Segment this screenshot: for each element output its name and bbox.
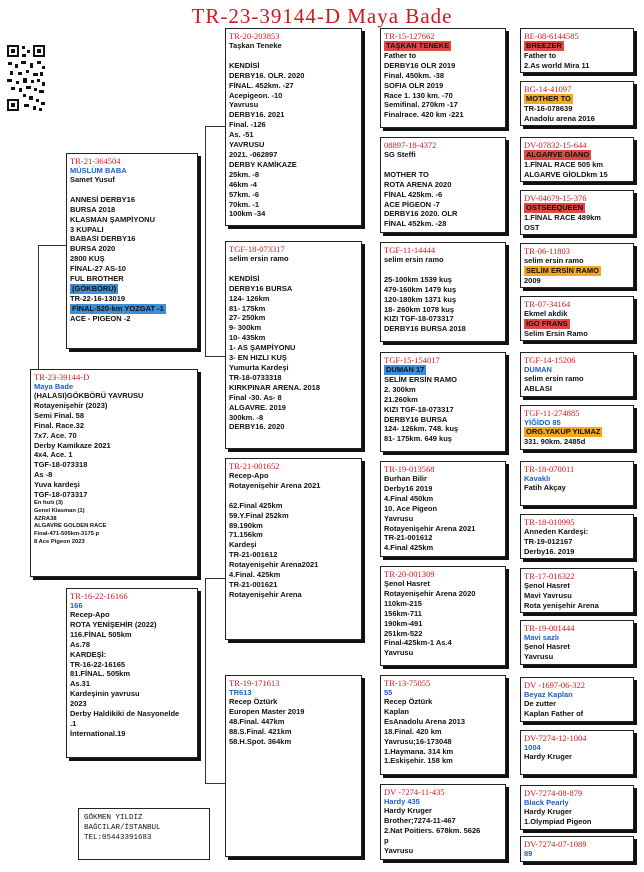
dam-line: ROTA YENİŞEHİR (2022) bbox=[70, 619, 157, 629]
ancestor-line: ALGARVE GİOLDkm 15 bbox=[524, 169, 608, 179]
pigeon-line: Final. Race.32 bbox=[34, 420, 85, 430]
ancestor-card bbox=[520, 190, 634, 235]
ancestor-name: Beyaz Kaplan bbox=[524, 690, 573, 699]
grandparent-line: ALGAVRE. 2019 bbox=[229, 402, 286, 412]
great-grandparent-line: Derby16 2019 bbox=[384, 483, 433, 493]
grandparent-line: Final -30. As- 8 bbox=[229, 392, 282, 402]
great-grandparent-ring: TR-15-127662 bbox=[384, 31, 435, 41]
great-grandparent-card bbox=[380, 28, 506, 128]
ancestor-line: Hardy Kruger bbox=[524, 807, 572, 816]
connector-line bbox=[205, 578, 225, 579]
ancestor-line: 2.As world Mira 11 bbox=[524, 60, 590, 70]
great-grandparent-line: 1.Haymana. 314 km bbox=[384, 746, 454, 756]
ancestor-name: YİĞİDO 85 bbox=[524, 418, 561, 427]
ancestor-line: Rota yenişehir Arena bbox=[524, 600, 599, 610]
ancestor-line: Ekmel akdik bbox=[524, 309, 568, 318]
pigeon-line: Yuva kardeşi bbox=[34, 480, 80, 490]
grandparent-line: YAVRUSU bbox=[229, 140, 265, 150]
dam-line: 116.FİNAL 505km bbox=[70, 629, 132, 639]
great-grandparent-name: 55 bbox=[384, 688, 393, 697]
grandparent-line: 27- 250km bbox=[229, 313, 266, 323]
grandparent-line: 124- 126km bbox=[229, 293, 270, 303]
grandparent-line: Kardeşi bbox=[229, 540, 257, 550]
great-grandparent-line: EsAnadolu Arena 2013 bbox=[384, 716, 466, 726]
ancestor-line: selim ersin ramo bbox=[524, 256, 584, 265]
great-grandparent-line: 2. 300km bbox=[384, 384, 416, 394]
grandparent-line: 10- 435km bbox=[229, 333, 266, 343]
grandparent-line: 1- AS ŞAMPİYONU bbox=[229, 343, 296, 353]
ancestor-name: Mavi sazlı bbox=[524, 633, 560, 642]
great-grandparent-line: Father to bbox=[384, 50, 417, 60]
dam-line: İnternational.19 bbox=[70, 728, 126, 738]
ancestor-ring: DV-7274-12-1004 bbox=[524, 733, 587, 743]
grandparent-line: 100km -34 bbox=[229, 209, 266, 219]
ancestor-line: Yavrusu bbox=[524, 651, 554, 661]
great-grandparent-line: FİNAL 452km. -28 bbox=[384, 219, 447, 229]
grandparent-card bbox=[225, 458, 362, 640]
great-grandparent-highlight: TAŞKAN TENEKE bbox=[386, 41, 450, 50]
pigeon-line: AZRA38 bbox=[34, 515, 57, 522]
dam-line: As.78 bbox=[70, 639, 91, 649]
ancestor-card bbox=[520, 677, 634, 722]
grandparent-line bbox=[229, 264, 358, 274]
sire-line: TR-22-16-13019 bbox=[70, 293, 126, 303]
ancestor-line: Anneden Kardeşi: bbox=[524, 527, 589, 536]
pigeon-line: Final-471-505km-3175 p bbox=[34, 531, 100, 538]
great-grandparent-card bbox=[380, 242, 506, 342]
ancestor-line: selim ersin ramo bbox=[524, 374, 584, 383]
ancestor-highlight: SELİM ERSİN RAMO bbox=[526, 265, 599, 275]
ancestor-ring: TR-19-001444 bbox=[524, 623, 575, 633]
ancestor-name: 1004 bbox=[524, 743, 541, 752]
breeder-name: GÖKMEN YILDIZ bbox=[84, 814, 143, 822]
grandparent-line: Yavrusu bbox=[229, 100, 259, 110]
grandparent-line: 58.H.Spot. 364km bbox=[229, 736, 292, 746]
grandparent-line: TR-21-001612 bbox=[229, 550, 278, 560]
great-grandparent-line: 120-180km 1371 kuş bbox=[384, 294, 457, 304]
great-grandparent-line: Recep Öztürk bbox=[384, 697, 433, 706]
grandparent-line: Rotayenişehir Arena2021 bbox=[229, 560, 319, 570]
great-grandparent-line: Race 1. 130 km. -70 bbox=[384, 90, 453, 100]
grandparent-line: DERBY16 BURSA bbox=[229, 283, 293, 293]
grandparent-line: 59.Y.Final 252km bbox=[229, 510, 289, 520]
ancestor-ring: TGF-11-274885 bbox=[524, 408, 580, 418]
ancestor-ring: DV-7274-08-879 bbox=[524, 788, 583, 798]
great-grandparent-line: Yavrusu bbox=[384, 648, 414, 658]
grandparent-line: Rotayenişehir Arena 2021 bbox=[229, 480, 321, 490]
sire-card bbox=[66, 153, 198, 349]
great-grandparent-line: Yavrusu bbox=[384, 845, 414, 855]
sire-line: FİNAL-27 AS-10 bbox=[70, 264, 126, 274]
great-grandparent-card bbox=[380, 566, 506, 666]
page-title: TR-23-39144-D Maya Bade bbox=[191, 4, 453, 28]
grandparent-line: Yumurta Kardeşi bbox=[229, 362, 289, 372]
great-grandparent-ring: TR-19-013568 bbox=[384, 464, 435, 474]
grandparent-line: KENDİSİ bbox=[229, 273, 260, 283]
ancestor-highlight: ORG.YAKUP YILMAZ bbox=[526, 427, 601, 436]
ancestor-ring: TR-18-010995 bbox=[524, 517, 575, 527]
ancestor-card bbox=[520, 730, 634, 775]
ancestor-line: OST bbox=[524, 222, 540, 232]
pigeon-card bbox=[30, 369, 198, 577]
sire-line: 3 KUPALI bbox=[70, 224, 104, 234]
great-grandparent-line: selim ersin ramo bbox=[384, 255, 444, 264]
ancestor-card bbox=[520, 28, 634, 73]
dam-line: 2023 bbox=[70, 699, 87, 709]
pigeon-line: 7x7. Ace. 70 bbox=[34, 430, 77, 440]
great-grandparent-line: Rotayenişehir Arena 2021 bbox=[384, 523, 476, 533]
ancestor-card bbox=[520, 81, 634, 126]
grandparent-line: FİNAL. 452km. -27 bbox=[229, 80, 294, 90]
ancestor-ring: BG-14-41097 bbox=[524, 84, 572, 94]
ancestor-line: Selim Ersin Ramo bbox=[524, 328, 588, 338]
dam-line: KARDEŞİ: bbox=[70, 649, 107, 659]
grandparent-line: 48.Final. 447km bbox=[229, 716, 285, 726]
grandparent-ring: TR-19-171613 bbox=[229, 678, 280, 688]
great-grandparent-line: 2.Nat Poitiers. 678km. 5626 bbox=[384, 825, 481, 835]
great-grandparent-ring: TR-20-001309 bbox=[384, 569, 435, 579]
ancestor-name: 89 bbox=[524, 849, 533, 858]
sire-line: KLASMAN ŞAMPİYONU bbox=[70, 214, 156, 224]
sire-line: BURSA 2020 bbox=[70, 244, 116, 254]
ancestor-line: ABLASI bbox=[524, 383, 552, 393]
great-grandparent-card bbox=[380, 675, 506, 775]
sire-highlight: (GÖKBÖRÜ) bbox=[72, 283, 117, 293]
grandparent-line: Recep Öztürk bbox=[229, 697, 278, 706]
grandparent-line: 2021. -062897 bbox=[229, 149, 278, 159]
dam-line: As.31 bbox=[70, 679, 91, 689]
grandparent-line: KENDİSİ bbox=[229, 60, 260, 70]
great-grandparent-line: p bbox=[384, 835, 389, 845]
sire-line bbox=[70, 185, 194, 195]
great-grandparent-line: Yavrusu;16-173048 bbox=[384, 736, 452, 746]
great-grandparent-ring: TR-13-75055 bbox=[384, 678, 431, 688]
pigeon-ring: TR-23-39144-D bbox=[34, 372, 90, 382]
ancestor-line: TR-19-012167 bbox=[524, 536, 573, 546]
grandparent-line: TR-21-001621 bbox=[229, 579, 278, 589]
grandparent-line bbox=[229, 51, 358, 61]
grandparent-line: Recep-Apo bbox=[229, 471, 269, 480]
dam-line: Kardeşinin yavrusu bbox=[70, 689, 140, 699]
great-grandparent-line: Yavrusu bbox=[384, 513, 414, 523]
ancestor-card bbox=[520, 785, 634, 830]
great-grandparent-line: 190km-491 bbox=[384, 618, 423, 628]
great-grandparent-line: SOFIA OLR 2019 bbox=[384, 80, 444, 90]
sire-line: Samet Yusuf bbox=[70, 175, 115, 184]
ancestor-ring: DV -1697-06-322 bbox=[524, 680, 585, 690]
great-grandparent-line: SELİM ERSİN RAMO bbox=[384, 374, 457, 384]
great-grandparent-line: 4.Final 425km bbox=[384, 543, 434, 553]
great-grandparent-line: Burhan Bilir bbox=[384, 474, 427, 483]
great-grandparent-line: Semifinal. 270km -17 bbox=[384, 100, 458, 110]
great-grandparent-line: 124- 126km. 748. kuş bbox=[384, 424, 459, 434]
grandparent-card bbox=[225, 28, 362, 226]
great-grandparent-line: 21.260km bbox=[384, 394, 418, 404]
ancestor-ring: DV-7274-07-1089 bbox=[524, 839, 587, 849]
pigeon-line: TGF-18-073318 bbox=[34, 460, 88, 470]
ancestor-line: Şenol Hasret bbox=[524, 581, 570, 590]
ancestor-line: Derby16. 2019 bbox=[524, 546, 575, 556]
ancestor-line: 1.Olympiad Pigeon bbox=[524, 816, 592, 826]
ancestor-line: TR-16-078639 bbox=[524, 103, 573, 113]
ancestor-highlight: OSTSEEQUEEN bbox=[526, 203, 584, 212]
grandparent-line: 57km. -6 bbox=[229, 189, 260, 199]
great-grandparent-line: DERBY16 2020. OLR bbox=[384, 209, 458, 219]
ancestor-highlight: ALGARVE GİANO bbox=[526, 150, 590, 159]
great-grandparent-line: Şenol Hasret bbox=[384, 579, 430, 588]
grandparent-ring: TGF-18-073317 bbox=[229, 244, 285, 254]
ancestor-name: DUMAN bbox=[524, 365, 552, 374]
great-grandparent-line: 156km-711 bbox=[384, 608, 422, 618]
qr-code-icon bbox=[6, 44, 46, 112]
great-grandparent-line: 4.Final 450km bbox=[384, 493, 434, 503]
ancestor-name: Black Pearly bbox=[524, 798, 569, 807]
pigeon-line: 4x4. Ace. 1 bbox=[34, 450, 73, 460]
grandparent-line: 9- 300km bbox=[229, 323, 262, 333]
great-grandparent-line: Finalrace. 420 km -221 bbox=[384, 110, 464, 120]
ancestor-line: Şenol Hasret bbox=[524, 642, 570, 651]
ancestor-line: Anadolu arena 2016 bbox=[524, 113, 595, 123]
grandparent-ring: TR-20-203853 bbox=[229, 31, 280, 41]
great-grandparent-ring: TGF-15-154017 bbox=[384, 355, 440, 365]
ancestor-line: Father to bbox=[524, 50, 557, 60]
great-grandparent-ring: DV -7274-11-435 bbox=[384, 787, 445, 797]
grandparent-name: TR613 bbox=[229, 688, 252, 697]
breeder-phone: TEL:05443391683 bbox=[84, 834, 152, 842]
dam-ring: TR-16-22-16166 bbox=[70, 591, 128, 601]
connector-line bbox=[205, 783, 225, 784]
sire-line: ANNESİ DERBY16 bbox=[70, 194, 136, 204]
great-grandparent-highlight: DUMAN 17 bbox=[386, 365, 425, 374]
great-grandparent-line: Rotayenişehir Arena 2020 bbox=[384, 588, 476, 598]
great-grandparent-line: MOTHER TO bbox=[384, 169, 429, 179]
great-grandparent-card bbox=[380, 461, 506, 557]
grandparent-line: Final. -126 bbox=[229, 120, 266, 130]
grandparent-line: 25km. -8 bbox=[229, 169, 260, 179]
dam-line: Derby Haldikiki de Nasyonelde bbox=[70, 709, 180, 719]
great-grandparent-line: Final. 450km. -38 bbox=[384, 70, 445, 80]
ancestor-card bbox=[520, 836, 634, 862]
ancestor-highlight: MOTHER TO bbox=[526, 94, 571, 103]
great-grandparent-line bbox=[384, 265, 502, 275]
ancestor-line: 1.FİNAL RACE 489km bbox=[524, 212, 601, 222]
grandparent-line: Rotayenişehir Arena bbox=[229, 589, 302, 599]
great-grandparent-line: 25-100km 1539 kuş bbox=[384, 274, 452, 284]
grandparent-line: DERBY16. OLR. 2020 bbox=[229, 70, 305, 80]
great-grandparent-line: FİNAL 425km. -6 bbox=[384, 189, 443, 199]
grandparent-line: DERBY KAMİKAZE bbox=[229, 159, 297, 169]
great-grandparent-line: 18.Final. 420 km bbox=[384, 726, 442, 736]
great-grandparent-line: TR-21-001612 bbox=[384, 533, 433, 543]
great-grandparent-card bbox=[380, 137, 506, 233]
grandparent-line: DERBY16. 2021 bbox=[229, 110, 285, 120]
ancestor-card bbox=[520, 405, 634, 450]
great-grandparent-line: DERBY16 OLR 2019 bbox=[384, 60, 456, 70]
grandparent-line: KIRKPINAR ARENA. 2018 bbox=[229, 382, 320, 392]
pigeon-line: Genel Klasman (1) bbox=[34, 507, 85, 514]
grandparent-line: 89.190km bbox=[229, 520, 263, 530]
dam-card bbox=[66, 588, 198, 758]
great-grandparent-line: 10. Ace Pigeon bbox=[384, 503, 438, 513]
great-grandparent-line: 251km-522 bbox=[384, 628, 423, 638]
ancestor-line: 2009 bbox=[524, 275, 541, 285]
great-grandparent-card bbox=[380, 352, 506, 452]
ancestor-line: De zutter bbox=[524, 699, 557, 708]
connector-line bbox=[38, 245, 66, 246]
great-grandparent-line: ROTA ARENA 2020 bbox=[384, 179, 452, 189]
grandparent-card bbox=[225, 675, 362, 857]
ancestor-line: Kaplan Father of bbox=[524, 708, 584, 718]
grandparent-line: selim ersin ramo bbox=[229, 254, 289, 263]
sire-line: 2800 KUŞ bbox=[70, 254, 105, 264]
connector-line bbox=[205, 126, 206, 356]
grandparent-line: TR-18-0733318 bbox=[229, 372, 282, 382]
grandparent-line: 300km. -8 bbox=[229, 412, 264, 422]
great-grandparent-line: KIZI TGF-18-073317 bbox=[384, 314, 454, 324]
ancestor-ring: DV-04679-15-376 bbox=[524, 193, 587, 203]
ancestor-card bbox=[520, 568, 634, 613]
pigeon-line: TGF-18-073317 bbox=[34, 490, 88, 500]
ancestor-ring: TR-06-11803 bbox=[524, 246, 570, 256]
sire-ring: TR-21-364504 bbox=[70, 156, 121, 166]
great-grandparent-line: Hardy Kruger bbox=[384, 806, 432, 815]
great-grandparent-card bbox=[380, 784, 506, 860]
connector-line bbox=[205, 126, 225, 127]
ancestor-card bbox=[520, 137, 634, 182]
great-grandparent-line: 18- 260km 1078 kuş bbox=[384, 304, 455, 314]
grandparent-line: 70km. -1 bbox=[229, 199, 260, 209]
pigeon-line: (HALASI)GÖKBÖRÜ YAVRUSU bbox=[34, 391, 144, 400]
pigeon-name: Maya Bade bbox=[34, 382, 74, 391]
ancestor-highlight: İGO FRANS bbox=[526, 318, 568, 328]
grandparent-line: 71.156km bbox=[229, 530, 263, 540]
great-grandparent-ring: 08897-18-4372 bbox=[384, 140, 437, 150]
sire-line: BABASI DERBY16 bbox=[70, 234, 136, 244]
great-grandparent-line: 479-160km 1479 kuş bbox=[384, 284, 457, 294]
great-grandparent-line bbox=[384, 160, 502, 170]
ancestor-card bbox=[520, 461, 634, 506]
grandparent-line: Taşkan Teneke bbox=[229, 41, 282, 50]
ancestor-ring: BE-08-6144585 bbox=[524, 31, 579, 41]
grandparent-line: DERBY16. 2020 bbox=[229, 422, 285, 432]
ancestor-name: Kavaklı bbox=[524, 474, 551, 483]
ancestor-highlight: BREEZER bbox=[526, 41, 562, 50]
pigeon-line: Semi Final. 58 bbox=[34, 410, 85, 420]
great-grandparent-line: 1.Eskişehir. 158 km bbox=[384, 756, 453, 766]
grandparent-line: 88.S.Final. 421km bbox=[229, 726, 292, 736]
ancestor-ring: TR-18-070011 bbox=[524, 464, 575, 474]
grandparent-line: 62.Final 425km bbox=[229, 500, 283, 510]
pigeon-line: Rotayenişehir (2023) bbox=[34, 400, 108, 410]
grandparent-line bbox=[229, 491, 358, 501]
ancestor-line: Mavi Yavrusu bbox=[524, 590, 572, 600]
ancestor-ring: TR-07-34164 bbox=[524, 299, 571, 309]
great-grandparent-ring: TGF-11-14444 bbox=[384, 245, 436, 255]
pigeon-line: 8 Ace Pigeon 2023 bbox=[34, 538, 85, 545]
great-grandparent-line: 81- 175km. 649 kuş bbox=[384, 434, 452, 444]
ancestor-line: 331. 90km. 2485d bbox=[524, 436, 586, 446]
breeder-location: BAĞCILAR/İSTANBUL bbox=[84, 824, 161, 832]
ancestor-card bbox=[520, 620, 634, 665]
grandparent-card bbox=[225, 241, 362, 449]
grandparent-line: As. -51 bbox=[229, 130, 254, 140]
grandparent-line: Europen Master 2019 bbox=[229, 706, 305, 716]
ancestor-ring: TR-17-016322 bbox=[524, 571, 575, 581]
ancestor-card bbox=[520, 243, 634, 288]
dam-name: 166 bbox=[70, 601, 83, 610]
great-grandparent-line: Final-425km-1 As.4 bbox=[384, 638, 452, 648]
ancestor-card bbox=[520, 352, 634, 397]
connector-line bbox=[205, 578, 206, 783]
dam-line: .1 bbox=[70, 718, 77, 728]
ancestor-line: Fatih Akçay bbox=[524, 483, 566, 492]
sire-highlight: FİNAL-520-km YOZGAT -1 bbox=[72, 303, 164, 313]
great-grandparent-line: ACE PİGEON -7 bbox=[384, 199, 440, 209]
grandparent-line: Acepigeon. -10 bbox=[229, 90, 283, 100]
great-grandparent-line: SG Steffi bbox=[384, 150, 416, 159]
great-grandparent-line: 110km-215 bbox=[384, 598, 422, 608]
dam-line: Recep-Apo bbox=[70, 610, 110, 619]
pigeon-line: ALGAVRE GOLDEN RACE bbox=[34, 523, 107, 530]
dam-line: TR-16-22-16165 bbox=[70, 659, 126, 669]
great-grandparent-line: Brother;7274-11-467 bbox=[384, 815, 456, 825]
connector-line bbox=[205, 356, 225, 357]
great-grandparent-line: DERBY16 BURSA 2018 bbox=[384, 324, 466, 334]
pigeon-line: As -8 bbox=[34, 470, 53, 480]
ancestor-card bbox=[520, 296, 634, 341]
great-grandparent-line: Kaplan bbox=[384, 706, 410, 716]
ancestor-ring: TGF-14-15206 bbox=[524, 355, 576, 365]
grandparent-line: 46km -4 bbox=[229, 179, 257, 189]
sire-line: BURSA 2018 bbox=[70, 204, 116, 214]
grandparent-line: 4.Final. 425km bbox=[229, 570, 281, 580]
great-grandparent-line: KIZI TGF-18-073317 bbox=[384, 404, 454, 414]
sire-line: ACE - PIGEON -2 bbox=[70, 313, 131, 323]
sire-line: FUL BROTHER bbox=[70, 274, 124, 284]
ancestor-line: Hardy Kruger bbox=[524, 752, 572, 761]
grandparent-line: 3- EN HIZLI KUŞ bbox=[229, 353, 287, 363]
sire-name: MÜSLÜM BABA bbox=[70, 166, 127, 175]
grandparent-line: 81- 175km bbox=[229, 303, 266, 313]
pigeon-line: Derby Kamikaze 2021 bbox=[34, 440, 111, 450]
breeder-card bbox=[78, 808, 210, 860]
dam-line: 81.FİNAL. 505km bbox=[70, 669, 131, 679]
pigeon-line: En hızlı (3) bbox=[34, 499, 63, 506]
great-grandparent-line: DERBY16 BURSA bbox=[384, 414, 448, 424]
grandparent-ring: TR-21-001652 bbox=[229, 461, 280, 471]
ancestor-ring: DV-07832-15-644 bbox=[524, 140, 587, 150]
ancestor-line: 1.FİNAL RACE 505 km bbox=[524, 159, 604, 169]
great-grandparent-name: Hardy 435 bbox=[384, 797, 420, 806]
ancestor-card bbox=[520, 514, 634, 559]
